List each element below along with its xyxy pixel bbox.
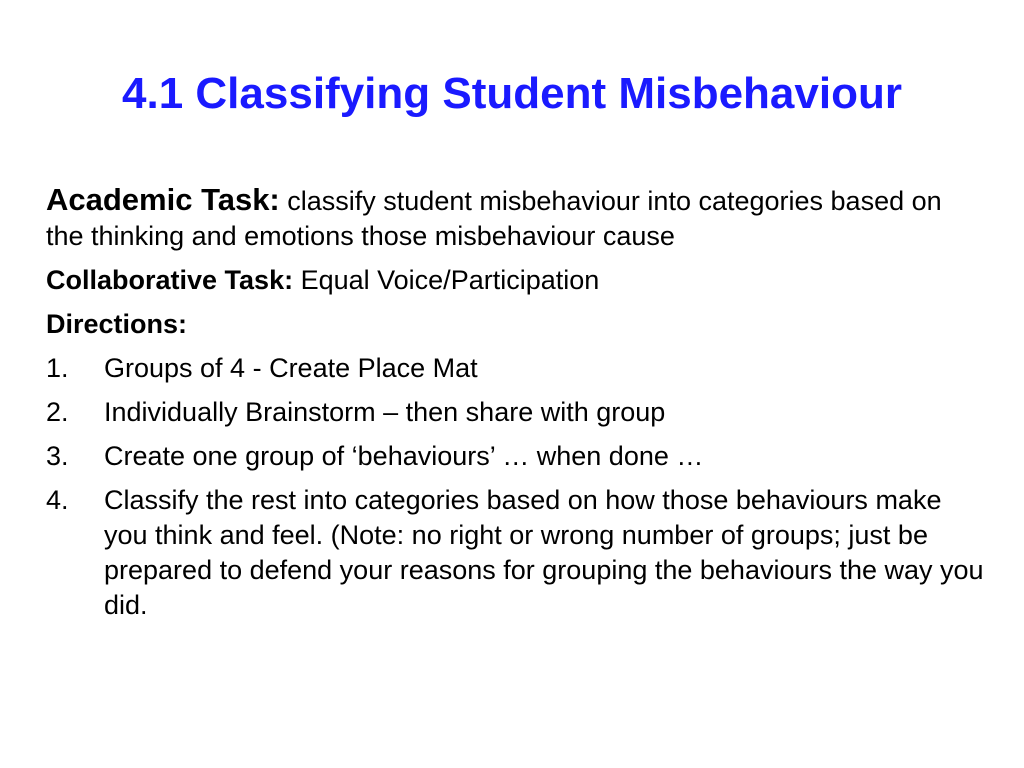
step-number: 4.	[46, 485, 69, 515]
directions-list	[46, 351, 986, 623]
step-number: 2.	[46, 397, 69, 427]
step-text: Individually Brainstorm – then share with group	[104, 397, 666, 427]
step-number: 3.	[46, 441, 69, 471]
collaborative-task	[46, 263, 986, 298]
step-number: 1.	[46, 353, 69, 383]
directions-heading	[46, 307, 986, 342]
step-text: Groups of 4 - Create Place Mat	[104, 353, 478, 383]
directions-label: Directions:	[46, 309, 188, 339]
collaborative-task-text: Equal Voice/Participation	[293, 265, 600, 295]
step-text: Classify the rest into categories based on how those behaviours make you think and feel. (Note: no right or wrong number of groups; just be prepared to defend your reasons for grouping the behaviours the way you did.	[104, 485, 984, 620]
step-text: Create one group of ‘behaviours’ … when done …	[104, 441, 704, 471]
academic-task-label: Academic Task:	[46, 182, 280, 217]
academic-task	[46, 182, 986, 254]
list-item	[46, 395, 986, 430]
slide-title: 4.1 Classifying Student Misbehaviour	[122, 69, 902, 118]
list-item	[46, 351, 986, 386]
list-item	[46, 483, 986, 623]
academic-task-text: classify student misbehaviour into categories based on the thinking and emotions those misbehaviour cause	[46, 186, 942, 251]
collaborative-task-label: Collaborative Task:	[46, 265, 294, 295]
list-item	[46, 439, 986, 474]
slide-body	[46, 182, 986, 632]
